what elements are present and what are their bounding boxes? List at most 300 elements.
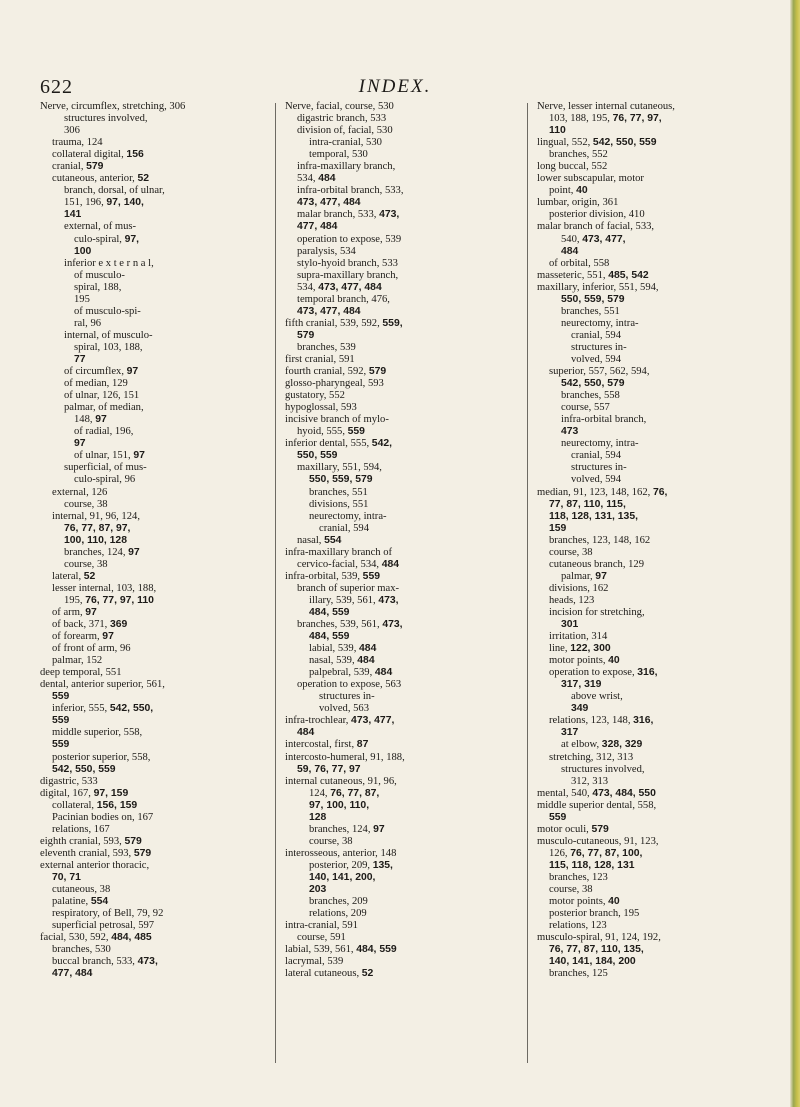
entry-text: maxillary, inferior, 551, 594, bbox=[537, 281, 659, 293]
entry-bold-pages: 100, 110, 128 bbox=[64, 534, 127, 546]
index-entry bbox=[40, 691, 250, 703]
index-entry bbox=[285, 920, 507, 932]
entry-bold-pages: 52 bbox=[83, 570, 96, 582]
index-entry bbox=[40, 487, 250, 499]
index-entry bbox=[537, 788, 757, 800]
index-entry bbox=[40, 414, 250, 426]
index-entry bbox=[537, 450, 757, 462]
index-entry bbox=[537, 197, 757, 209]
page-edge-discoloration bbox=[790, 0, 800, 1107]
entry-text: branches, 539 bbox=[297, 341, 356, 353]
index-entry bbox=[40, 113, 250, 125]
index-entry bbox=[285, 619, 507, 631]
index-entry bbox=[537, 691, 757, 703]
entry-text: internal, 91, 96, 124, bbox=[52, 510, 140, 522]
entry-text: of musculo-spi- bbox=[74, 305, 141, 317]
entry-text: masseteric, 551, bbox=[537, 269, 609, 281]
index-entry bbox=[40, 776, 250, 788]
index-entry bbox=[537, 559, 757, 571]
index-entry bbox=[537, 896, 757, 908]
index-entry bbox=[40, 499, 250, 511]
index-entry bbox=[537, 764, 757, 776]
entry-text: spiral, 103, 188, bbox=[74, 341, 143, 353]
entry-bold-pages: 77 bbox=[74, 353, 86, 365]
index-entry bbox=[537, 848, 757, 860]
entry-text: Pacinian bodies on, 167 bbox=[52, 811, 154, 823]
index-entry bbox=[537, 318, 757, 330]
entry-text: eleventh cranial, 593, bbox=[40, 847, 134, 859]
entry-text: relations, 167 bbox=[52, 823, 110, 835]
index-entry bbox=[40, 137, 250, 149]
entry-text: inferior e x t e r n a l, bbox=[64, 257, 154, 269]
index-entry bbox=[537, 703, 757, 715]
index-entry bbox=[40, 595, 250, 607]
entry-text: neurectomy, intra- bbox=[561, 438, 639, 450]
entry-bold-pages: 76, 77, 87, 97, bbox=[64, 522, 131, 534]
entry-text: branches, 124, bbox=[64, 546, 129, 558]
entry-bold-pages: 140, 141, 184, 200 bbox=[549, 956, 636, 968]
index-entry bbox=[285, 390, 507, 402]
index-entry bbox=[537, 884, 757, 896]
entry-text: internal cutaneous, 91, 96, bbox=[285, 775, 397, 787]
entry-text: volved, 594 bbox=[571, 474, 622, 486]
entry-text: course, 38 bbox=[309, 835, 353, 847]
entry-text: cervico-facial, 534, bbox=[297, 558, 382, 570]
index-entry bbox=[537, 474, 757, 486]
index-entry bbox=[40, 559, 250, 571]
entry-text: Nerve, lesser internal cutaneous, bbox=[537, 101, 675, 112]
entry-text: intra-cranial, 591 bbox=[285, 920, 358, 932]
entry-text: palmar, bbox=[561, 570, 596, 582]
entry-text: superior, 557, 562, 594, bbox=[549, 366, 650, 378]
entry-bold-pages: 97 bbox=[95, 414, 107, 426]
index-entry bbox=[40, 884, 250, 896]
entry-text: of circumflex, bbox=[64, 366, 127, 378]
index-entry bbox=[285, 812, 507, 824]
index-entry bbox=[40, 185, 250, 197]
index-entry bbox=[40, 752, 250, 764]
index-entry bbox=[285, 462, 507, 474]
entry-bold-pages: 97, 100, 110, bbox=[309, 799, 370, 811]
entry-bold-pages: 559 bbox=[347, 426, 365, 438]
entry-text: branches, 539, 561, bbox=[297, 619, 383, 631]
index-entry bbox=[285, 932, 507, 944]
entry-bold-pages: 485, 542 bbox=[608, 269, 649, 281]
entry-text: cutaneous, 38 bbox=[52, 884, 111, 896]
index-entry bbox=[285, 342, 507, 354]
index-entry bbox=[285, 282, 507, 294]
index-entry bbox=[40, 523, 250, 535]
index-entry bbox=[285, 559, 507, 571]
entry-text: branches, 551 bbox=[309, 486, 368, 498]
entry-text: glosso-pharyngeal, 593 bbox=[285, 378, 384, 390]
entry-text: heads, 123 bbox=[549, 594, 595, 606]
entry-text: supra-maxillary branch, bbox=[297, 269, 399, 281]
entry-bold-pages: 484, 485 bbox=[111, 932, 152, 944]
index-entry bbox=[537, 161, 757, 173]
index-entry bbox=[285, 197, 507, 209]
entry-text: trauma, 124 bbox=[52, 137, 103, 149]
entry-text: musculo-spiral, 91, 124, 192, bbox=[537, 932, 661, 944]
index-entry bbox=[285, 896, 507, 908]
entry-text: motor oculi, bbox=[537, 823, 592, 835]
index-entry bbox=[40, 354, 250, 366]
index-entry bbox=[537, 547, 757, 559]
index-entry bbox=[537, 944, 757, 956]
entry-text: 540, bbox=[561, 233, 583, 245]
entry-bold-pages: 559 bbox=[52, 739, 70, 751]
entry-text: infra-maxillary branch, bbox=[297, 161, 396, 173]
index-entry bbox=[285, 173, 507, 185]
entry-bold-pages: 156 bbox=[126, 149, 144, 161]
entry-text: branch of superior max- bbox=[297, 582, 400, 594]
entry-text: nasal, bbox=[297, 534, 325, 546]
entry-text: digital, 167, bbox=[40, 787, 94, 799]
entry-text: external anterior thoracic, bbox=[40, 859, 150, 871]
entry-text: fifth cranial, 539, 592, bbox=[285, 317, 383, 329]
index-entry bbox=[537, 366, 757, 378]
index-entry bbox=[285, 378, 507, 390]
index-entry bbox=[40, 402, 250, 414]
index-entry bbox=[285, 679, 507, 691]
index-entry bbox=[285, 402, 507, 414]
entry-bold-pages: 97, 159 bbox=[93, 787, 129, 799]
index-entry bbox=[537, 535, 757, 547]
entry-text: illary, 539, 561, bbox=[309, 594, 379, 606]
entry-text: intra-cranial, 530 bbox=[309, 137, 382, 149]
entry-bold-pages: 484 bbox=[374, 667, 393, 679]
entry-text: facial, 530, 592, bbox=[40, 932, 112, 944]
index-entry bbox=[537, 607, 757, 619]
index-entry bbox=[537, 209, 757, 221]
index-entry bbox=[285, 739, 507, 751]
entry-bold-pages: 115, 118, 128, 131 bbox=[549, 859, 635, 871]
page-header bbox=[0, 72, 790, 98]
index-entry bbox=[537, 968, 757, 980]
entry-text: 312, 313 bbox=[571, 775, 609, 787]
entry-text: lower subscapular, motor bbox=[537, 173, 644, 185]
entry-text: Nerve, facial, course, 530 bbox=[285, 101, 394, 112]
entry-bold-pages: 77, 87, 110, 115, bbox=[549, 498, 626, 510]
entry-bold-pages: 76, 77, 97, 110 bbox=[85, 594, 154, 606]
entry-text: labial, 539, 561, bbox=[285, 944, 357, 956]
entry-text: lateral, bbox=[52, 570, 84, 582]
entry-text: 151, 196, bbox=[64, 197, 107, 209]
entry-text: neurectomy, intra- bbox=[561, 317, 639, 329]
index-entry bbox=[537, 511, 757, 523]
entry-bold-pages: 97 bbox=[595, 570, 607, 582]
entry-bold-pages: 484, 559 bbox=[356, 944, 397, 956]
entry-text: of ulnar, 151, bbox=[74, 450, 134, 462]
entry-text: 148, bbox=[74, 414, 96, 426]
index-entry bbox=[537, 679, 757, 691]
index-entry bbox=[537, 595, 757, 607]
entry-text: intercosto-humeral, 91, 188, bbox=[285, 751, 405, 763]
entry-bold-pages: 473, bbox=[379, 209, 400, 221]
entry-bold-pages: 554 bbox=[324, 534, 342, 546]
index-entry bbox=[537, 776, 757, 788]
index-entry bbox=[40, 101, 250, 113]
entry-bold-pages: 349 bbox=[571, 703, 589, 715]
entry-bold-pages: 316, bbox=[637, 667, 658, 679]
entry-text: superficial, of mus- bbox=[64, 462, 147, 474]
entry-text: operation to expose, 539 bbox=[297, 233, 402, 245]
entry-text: mental, 540, bbox=[537, 787, 593, 799]
entry-text: 534, bbox=[297, 173, 319, 185]
index-entry bbox=[537, 330, 757, 342]
index-entry bbox=[285, 884, 507, 896]
entry-text: 195 bbox=[74, 293, 90, 305]
index-entry bbox=[285, 800, 507, 812]
entry-text: middle superior dental, 558, bbox=[537, 799, 657, 811]
entry-text: lumbar, origin, 361 bbox=[537, 197, 619, 209]
entry-bold-pages: 559 bbox=[362, 570, 381, 582]
entry-text: culo-spiral, 96 bbox=[74, 474, 136, 486]
index-entry bbox=[537, 643, 757, 655]
index-entry bbox=[285, 908, 507, 920]
index-entry bbox=[537, 402, 757, 414]
entry-text: course, 557 bbox=[561, 402, 610, 414]
entry-text: musculo-cutaneous, 91, 123, bbox=[537, 835, 659, 847]
entry-text: relations, 123 bbox=[549, 920, 607, 932]
entry-text: division of, facial, 530 bbox=[297, 125, 393, 137]
entry-bold-pages: 317, 319 bbox=[561, 679, 602, 691]
entry-bold-pages: 316, bbox=[633, 715, 654, 727]
index-entry bbox=[40, 836, 250, 848]
entry-bold-pages: 70, 71 bbox=[52, 872, 81, 883]
entry-bold-pages: 369 bbox=[109, 619, 128, 631]
entry-bold-pages: 484 bbox=[318, 173, 336, 185]
index-entry bbox=[285, 306, 507, 318]
entry-bold-pages: 579 bbox=[133, 847, 152, 859]
index-entry bbox=[537, 631, 757, 643]
entry-text: superficial petrosal, 597 bbox=[52, 920, 155, 932]
entry-bold-pages: 559 bbox=[52, 691, 70, 703]
entry-text: dental, anterior superior, 561, bbox=[40, 679, 165, 691]
entry-text: external, 126 bbox=[52, 486, 108, 498]
entry-text: median, 91, 123, 148, 162, bbox=[537, 486, 653, 498]
entry-text: fourth cranial, 592, bbox=[285, 366, 369, 378]
entry-text: posterior superior, 558, bbox=[52, 751, 151, 763]
index-entry bbox=[285, 426, 507, 438]
entry-text: course, 38 bbox=[549, 546, 593, 558]
entry-bold-pages: 579 bbox=[124, 835, 142, 847]
entry-bold-pages: 97 bbox=[128, 546, 140, 558]
index-entry bbox=[40, 474, 250, 486]
entry-bold-pages: 159 bbox=[549, 522, 567, 534]
index-entry bbox=[285, 137, 507, 149]
index-entry bbox=[537, 414, 757, 426]
entry-text: internal, of musculo- bbox=[64, 329, 153, 341]
index-entry bbox=[537, 739, 757, 751]
entry-text: branches, 123 bbox=[549, 872, 608, 883]
entry-bold-pages: 550, 559 bbox=[297, 450, 338, 462]
entry-text: relations, 123, 148, bbox=[549, 715, 634, 727]
index-entry bbox=[40, 956, 250, 968]
index-entry bbox=[537, 499, 757, 511]
entry-text: culo-spiral, bbox=[74, 233, 125, 245]
entry-text: digastric branch, 533 bbox=[297, 113, 387, 125]
entry-text: branches, 125 bbox=[549, 968, 608, 980]
entry-bold-pages: 484 bbox=[561, 245, 579, 257]
index-entry bbox=[40, 896, 250, 908]
entry-bold-pages: 40 bbox=[608, 896, 620, 908]
index-entry bbox=[40, 583, 250, 595]
entry-text: infra-orbital, 539, bbox=[285, 570, 363, 582]
entry-text: palmar, 152 bbox=[52, 655, 103, 667]
entry-bold-pages: 484, 559 bbox=[309, 631, 350, 643]
entry-bold-pages: 301 bbox=[561, 619, 579, 631]
entry-text: collateral, bbox=[52, 799, 97, 811]
entry-bold-pages: 473, 477, bbox=[351, 715, 395, 727]
entry-text: nasal, 539, bbox=[309, 655, 358, 667]
index-entry bbox=[40, 511, 250, 523]
entry-text: course, 591 bbox=[297, 932, 346, 944]
page-number: 622 bbox=[40, 76, 73, 98]
entry-text: structures involved, bbox=[561, 763, 645, 775]
entry-bold-pages: 141 bbox=[64, 209, 82, 221]
index-entry bbox=[537, 438, 757, 450]
entry-text: of forearm, bbox=[52, 631, 103, 643]
entry-text: infra-trochlear, bbox=[285, 715, 352, 727]
entry-text: ral, 96 bbox=[74, 317, 102, 329]
entry-bold-pages: 473, 477, 484 bbox=[297, 305, 361, 317]
index-entry bbox=[40, 727, 250, 739]
entry-bold-pages: 40 bbox=[576, 185, 588, 197]
entry-bold-pages: 484, 559 bbox=[309, 606, 350, 618]
entry-text: branches, 558 bbox=[561, 390, 620, 402]
entry-text: Nerve, circumflex, stretching, 306 bbox=[40, 101, 186, 112]
index-entry bbox=[285, 752, 507, 764]
entry-bold-pages: 52 bbox=[137, 173, 150, 185]
entry-bold-pages: 484 bbox=[359, 643, 377, 655]
entry-bold-pages: 97 bbox=[373, 823, 385, 835]
entry-text: course, 38 bbox=[64, 498, 108, 510]
entry-text: stylo-hyoid branch, 533 bbox=[297, 257, 398, 269]
entry-bold-pages: 550, 559, 579 bbox=[561, 293, 625, 305]
entry-text: temporal, 530 bbox=[309, 149, 368, 161]
index-entry bbox=[537, 932, 757, 944]
entry-text: of arm, bbox=[52, 606, 86, 618]
index-entry bbox=[537, 294, 757, 306]
index-entry bbox=[40, 125, 250, 137]
entry-text: branches, 530 bbox=[52, 944, 111, 956]
entry-text: at elbow, bbox=[561, 739, 602, 751]
index-entry bbox=[40, 655, 250, 667]
entry-text: lateral cutaneous, bbox=[285, 968, 362, 980]
index-entry bbox=[285, 523, 507, 535]
index-entry bbox=[40, 221, 250, 233]
entry-bold-pages: 118, 128, 131, 135, bbox=[549, 510, 638, 522]
entry-text: interosseous, anterior, 148 bbox=[285, 847, 397, 859]
index-entry bbox=[40, 306, 250, 318]
entry-text: volved, 563 bbox=[319, 703, 370, 715]
index-entry bbox=[285, 221, 507, 233]
index-entry bbox=[537, 655, 757, 667]
entry-text: 126, bbox=[549, 847, 571, 859]
entry-text: gustatory, 552 bbox=[285, 390, 345, 402]
index-entry bbox=[285, 499, 507, 511]
index-column-1 bbox=[40, 101, 250, 980]
entry-text: inferior dental, 555, bbox=[285, 438, 372, 450]
index-entry bbox=[285, 161, 507, 173]
index-entry bbox=[40, 378, 250, 390]
entry-bold-pages: 97 bbox=[85, 606, 97, 618]
index-entry bbox=[285, 438, 507, 450]
entry-bold-pages: 473, bbox=[378, 594, 399, 606]
entry-bold-pages: 579 bbox=[591, 823, 609, 835]
column-divider bbox=[275, 103, 276, 1063]
index-entry bbox=[40, 209, 250, 221]
entry-text: 195, bbox=[64, 594, 86, 606]
entry-text: eighth cranial, 593, bbox=[40, 835, 125, 847]
entry-text: cranial, 594 bbox=[571, 450, 622, 462]
entry-text: labial, 539, bbox=[309, 643, 360, 655]
entry-text: volved, 594 bbox=[571, 353, 622, 365]
entry-bold-pages: 140, 141, 200, bbox=[309, 872, 376, 883]
index-entry bbox=[40, 161, 250, 173]
entry-bold-pages: 97, 140, bbox=[106, 197, 144, 209]
entry-bold-pages: 559, bbox=[382, 317, 403, 329]
entry-bold-pages: 473, 477, 484 bbox=[318, 281, 382, 293]
entry-text: malar branch, 533, bbox=[297, 209, 380, 221]
index-entry bbox=[285, 824, 507, 836]
entry-text: cranial, 594 bbox=[571, 329, 622, 341]
index-entry bbox=[285, 944, 507, 956]
entry-text: collateral digital, bbox=[52, 149, 127, 161]
index-entry bbox=[537, 149, 757, 161]
entry-bold-pages: 473, 477, 484 bbox=[297, 197, 361, 209]
index-entry bbox=[40, 619, 250, 631]
entry-text: of back, 371, bbox=[52, 619, 110, 631]
index-entry bbox=[537, 270, 757, 282]
entry-text: palpebral, 539, bbox=[309, 667, 375, 679]
entry-bold-pages: 97 bbox=[126, 366, 139, 378]
index-entry bbox=[537, 101, 757, 113]
index-entry bbox=[537, 571, 757, 583]
index-entry bbox=[285, 330, 507, 342]
index-entry bbox=[285, 258, 507, 270]
index-entry bbox=[285, 776, 507, 788]
entry-bold-pages: 76, 77, 87, 100, bbox=[570, 847, 643, 859]
index-entry bbox=[285, 788, 507, 800]
entry-text: infra-orbital branch, bbox=[561, 414, 647, 426]
index-entry bbox=[537, 258, 757, 270]
index-entry bbox=[537, 752, 757, 764]
index-entry bbox=[40, 739, 250, 751]
index-entry bbox=[537, 234, 757, 246]
index-entry bbox=[40, 932, 250, 944]
index-column-3 bbox=[537, 101, 757, 980]
index-entry bbox=[285, 727, 507, 739]
entry-bold-pages: 52 bbox=[361, 968, 374, 980]
index-entry bbox=[537, 667, 757, 679]
index-entry bbox=[40, 390, 250, 402]
entry-text: branches, 124, bbox=[309, 823, 374, 835]
entry-text: palmar, of median, bbox=[64, 402, 144, 414]
index-entry bbox=[40, 812, 250, 824]
index-entry bbox=[40, 908, 250, 920]
entry-text: malar branch of facial, 533, bbox=[537, 221, 655, 233]
entry-text: of musculo- bbox=[74, 269, 125, 281]
index-entry bbox=[537, 282, 757, 294]
entry-text: structures in- bbox=[571, 462, 627, 474]
entry-bold-pages: 579 bbox=[297, 329, 315, 341]
index-entry bbox=[285, 511, 507, 523]
index-entry bbox=[537, 908, 757, 920]
index-entry bbox=[285, 294, 507, 306]
index-entry bbox=[40, 764, 250, 776]
